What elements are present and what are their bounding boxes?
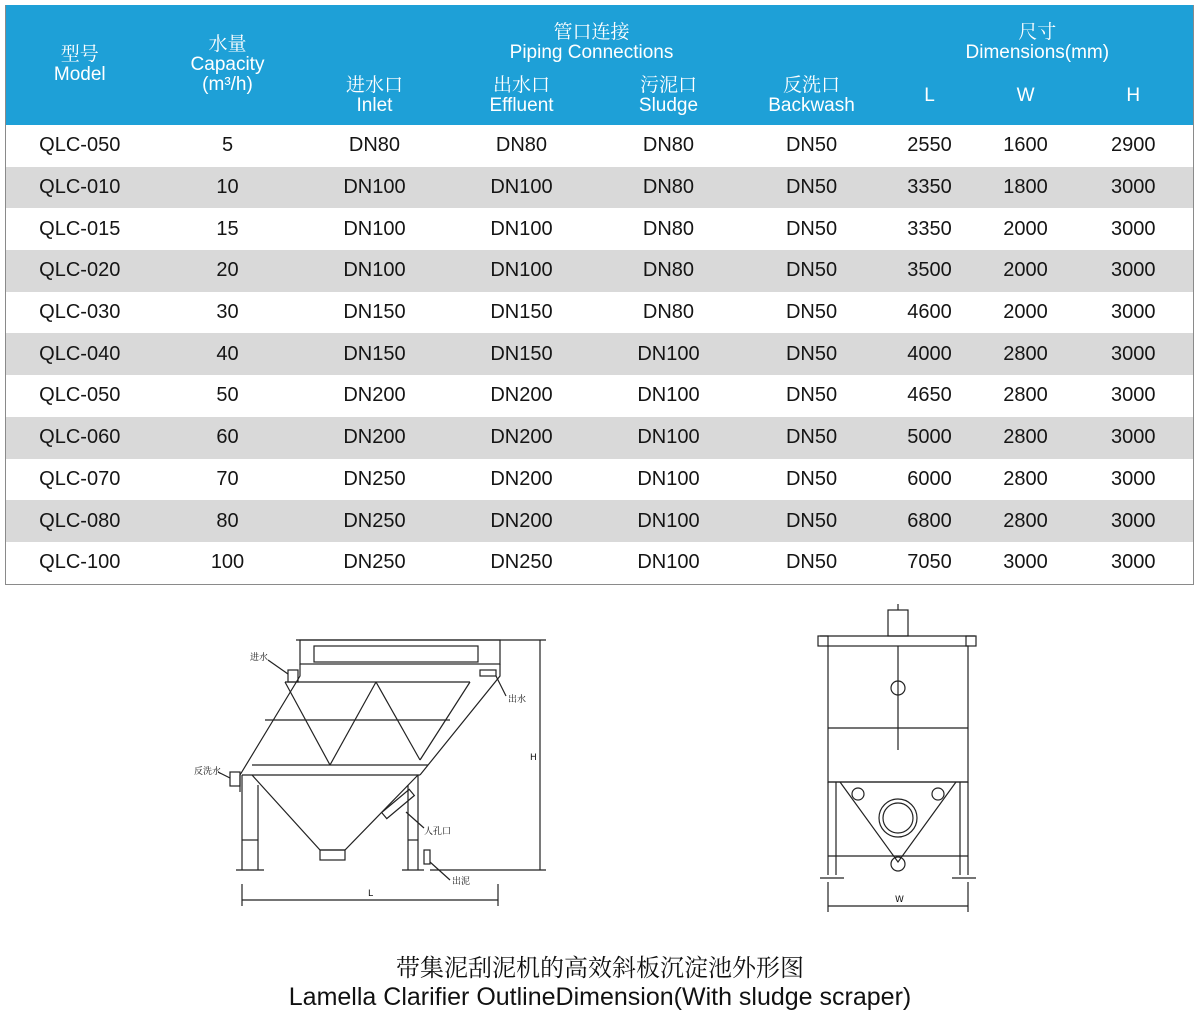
table-cell: 2800 bbox=[1003, 384, 1048, 407]
table-cell: 30 bbox=[216, 301, 239, 324]
table-row bbox=[6, 292, 1194, 334]
label-inlet: 进水 bbox=[250, 653, 269, 663]
table-row bbox=[6, 417, 1194, 459]
table-cell: DN100 bbox=[596, 500, 742, 542]
table-cell: DN50 bbox=[742, 333, 882, 375]
table-cell: DN100 bbox=[448, 167, 596, 209]
table-cell: 5 bbox=[221, 134, 234, 157]
table-cell: QLC-050 bbox=[39, 134, 121, 157]
table-cell: 3000 bbox=[1074, 333, 1194, 375]
table-cell: DN100 bbox=[596, 333, 742, 375]
backwash-nozzle bbox=[230, 772, 240, 786]
table-cell: DN100 bbox=[637, 384, 700, 407]
table-cell: 2800 bbox=[978, 333, 1074, 375]
table-cell: 3000 bbox=[1074, 250, 1194, 292]
body-left-edge bbox=[240, 664, 300, 792]
table-cell: QLC-020 bbox=[6, 250, 154, 292]
table-cell: 3350 bbox=[882, 167, 978, 209]
table-cell: 3000 bbox=[1111, 384, 1156, 407]
table-cell: 2900 bbox=[1111, 134, 1156, 157]
dim-w-label: W bbox=[895, 895, 904, 905]
table-cell: QLC-070 bbox=[39, 467, 121, 490]
table-row bbox=[6, 375, 1194, 417]
outlet-nozzle bbox=[480, 670, 496, 676]
front-view-drawing bbox=[800, 600, 1000, 920]
table-cell: DN50 bbox=[785, 301, 838, 324]
table-cell: 3000 bbox=[1074, 417, 1194, 459]
table-cell: QLC-030 bbox=[39, 301, 121, 324]
front-sludge-port bbox=[891, 857, 905, 871]
table-cell: 2000 bbox=[1003, 217, 1048, 240]
table-cell: DN200 bbox=[490, 384, 553, 407]
header-inlet: 进水口 Inlet bbox=[302, 67, 448, 125]
table-cell: DN50 bbox=[785, 217, 838, 240]
sludge-nozzle bbox=[424, 850, 430, 864]
side-view-drawing bbox=[180, 600, 560, 920]
header-sludge: 污泥口 Sludge bbox=[596, 67, 742, 125]
table-cell: 4600 bbox=[907, 301, 952, 324]
table-cell: 7050 bbox=[882, 542, 978, 584]
table-row bbox=[6, 167, 1194, 209]
header-capacity: 水量 Capacity (m³/h) bbox=[154, 5, 302, 125]
table-cell: QLC-050 bbox=[39, 384, 121, 407]
table-cell: 2800 bbox=[1003, 467, 1048, 490]
table-body bbox=[6, 125, 1194, 584]
table-row bbox=[6, 250, 1194, 292]
table-cell: DN50 bbox=[742, 250, 882, 292]
table-row bbox=[6, 333, 1194, 375]
table-cell: DN80 bbox=[495, 134, 548, 157]
hopper bbox=[252, 775, 418, 850]
table-cell: 6800 bbox=[882, 500, 978, 542]
table-cell: 40 bbox=[154, 333, 302, 375]
table-cell: 50 bbox=[216, 384, 239, 407]
front-manhole bbox=[879, 799, 917, 837]
front-port-left bbox=[852, 788, 864, 800]
table-cell: DN100 bbox=[448, 250, 596, 292]
table-cell: 3000 bbox=[1111, 467, 1156, 490]
table-cell: 3000 bbox=[978, 542, 1074, 584]
table-row bbox=[6, 208, 1194, 250]
table-cell: DN250 bbox=[302, 500, 448, 542]
table-cell: DN50 bbox=[742, 167, 882, 209]
table-row bbox=[6, 459, 1194, 501]
table-row bbox=[6, 542, 1194, 584]
table-cell: DN200 bbox=[343, 384, 406, 407]
table-cell: DN80 bbox=[642, 134, 695, 157]
table-cell: QLC-080 bbox=[6, 500, 154, 542]
table-cell: DN200 bbox=[448, 417, 596, 459]
table-cell: 4650 bbox=[907, 384, 952, 407]
table-cell: QLC-060 bbox=[6, 417, 154, 459]
dim-h-label: H bbox=[530, 753, 537, 763]
table-cell: 2550 bbox=[907, 134, 952, 157]
table-cell: DN250 bbox=[343, 467, 406, 490]
inlet-nozzle bbox=[288, 670, 298, 682]
table-cell: 2800 bbox=[978, 500, 1074, 542]
table-cell: 2000 bbox=[1003, 301, 1048, 324]
table-cell: DN100 bbox=[637, 467, 700, 490]
table-cell: DN80 bbox=[348, 134, 401, 157]
table-cell: DN100 bbox=[596, 417, 742, 459]
table-cell: DN80 bbox=[642, 217, 695, 240]
table-cell: 4000 bbox=[882, 333, 978, 375]
label-sludge: 出泥 bbox=[452, 877, 471, 887]
table-cell: 3500 bbox=[882, 250, 978, 292]
header-model: 型号 Model bbox=[6, 5, 154, 125]
table-cell: DN100 bbox=[343, 217, 406, 240]
spec-table bbox=[5, 5, 1194, 585]
table-cell: 1600 bbox=[1003, 134, 1048, 157]
label-outlet: 出水 bbox=[508, 695, 527, 705]
table-cell: DN250 bbox=[448, 542, 596, 584]
table-cell: 3000 bbox=[1074, 542, 1194, 584]
table-cell: DN200 bbox=[448, 500, 596, 542]
scraper-drive bbox=[888, 610, 908, 636]
table-row bbox=[6, 500, 1194, 542]
table-cell: DN100 bbox=[302, 250, 448, 292]
table-cell: 3000 bbox=[1111, 301, 1156, 324]
table-cell: DN50 bbox=[785, 134, 838, 157]
table-cell: DN50 bbox=[742, 542, 882, 584]
table-cell: 1800 bbox=[978, 167, 1074, 209]
table-cell: 80 bbox=[154, 500, 302, 542]
table-cell: DN80 bbox=[596, 250, 742, 292]
top-trough bbox=[300, 640, 500, 664]
table-cell: DN150 bbox=[343, 301, 406, 324]
front-hopper bbox=[840, 782, 956, 862]
header-backwash: 反洗口 Backwash bbox=[742, 67, 882, 125]
header-l: L bbox=[882, 67, 978, 125]
label-backwash: 反洗水 bbox=[194, 767, 222, 777]
table-cell: QLC-040 bbox=[6, 333, 154, 375]
table-cell: DN250 bbox=[302, 542, 448, 584]
table-cell: 70 bbox=[216, 467, 239, 490]
table-cell: 2800 bbox=[978, 417, 1074, 459]
table-cell: 10 bbox=[154, 167, 302, 209]
front-port-right bbox=[932, 788, 944, 800]
header-dimensions: 尺寸 Dimensions(mm) bbox=[882, 5, 1194, 67]
table-cell: 3350 bbox=[907, 217, 952, 240]
table-cell: QLC-100 bbox=[6, 542, 154, 584]
table-cell: DN150 bbox=[490, 301, 553, 324]
table-cell: DN100 bbox=[302, 167, 448, 209]
table-cell: DN200 bbox=[302, 417, 448, 459]
caption-chinese: 带集泥刮泥机的高效斜板沉淀池外形图 bbox=[396, 954, 804, 982]
header-w: W bbox=[978, 67, 1074, 125]
table-cell: 2000 bbox=[978, 250, 1074, 292]
table-cell: DN100 bbox=[490, 217, 553, 240]
table-cell: 3000 bbox=[1074, 500, 1194, 542]
header-piping: 管口连接 Piping Connections bbox=[302, 5, 882, 67]
label-manhole: 人孔口 bbox=[424, 827, 452, 837]
table-cell: 6000 bbox=[907, 467, 952, 490]
manhole bbox=[382, 789, 415, 818]
table-cell: DN80 bbox=[642, 301, 695, 324]
table-cell: 100 bbox=[154, 542, 302, 584]
table-cell: 5000 bbox=[882, 417, 978, 459]
table-cell: DN50 bbox=[785, 467, 838, 490]
header-h: H bbox=[1074, 67, 1194, 125]
table-cell: DN80 bbox=[596, 167, 742, 209]
table-cell: DN100 bbox=[596, 542, 742, 584]
dim-l-label: L bbox=[368, 889, 374, 899]
table-cell: 3000 bbox=[1074, 167, 1194, 209]
table-cell: 15 bbox=[216, 217, 239, 240]
table-cell: QLC-015 bbox=[39, 217, 121, 240]
table-cell: DN150 bbox=[448, 333, 596, 375]
table-cell: 60 bbox=[154, 417, 302, 459]
table-cell: DN150 bbox=[302, 333, 448, 375]
caption-english: Lamella Clarifier OutlineDimension(With sludge scraper) bbox=[288, 983, 912, 1011]
table-cell: 20 bbox=[154, 250, 302, 292]
table-row bbox=[6, 125, 1194, 167]
table-cell: DN200 bbox=[490, 467, 553, 490]
table-cell: DN50 bbox=[785, 384, 838, 407]
table-cell: 3000 bbox=[1111, 217, 1156, 240]
table-cell: DN50 bbox=[742, 500, 882, 542]
table-cell: DN50 bbox=[742, 417, 882, 459]
trough-inner bbox=[314, 646, 478, 662]
header-effluent: 出水口 Effluent bbox=[448, 67, 596, 125]
table-cell: QLC-010 bbox=[6, 167, 154, 209]
